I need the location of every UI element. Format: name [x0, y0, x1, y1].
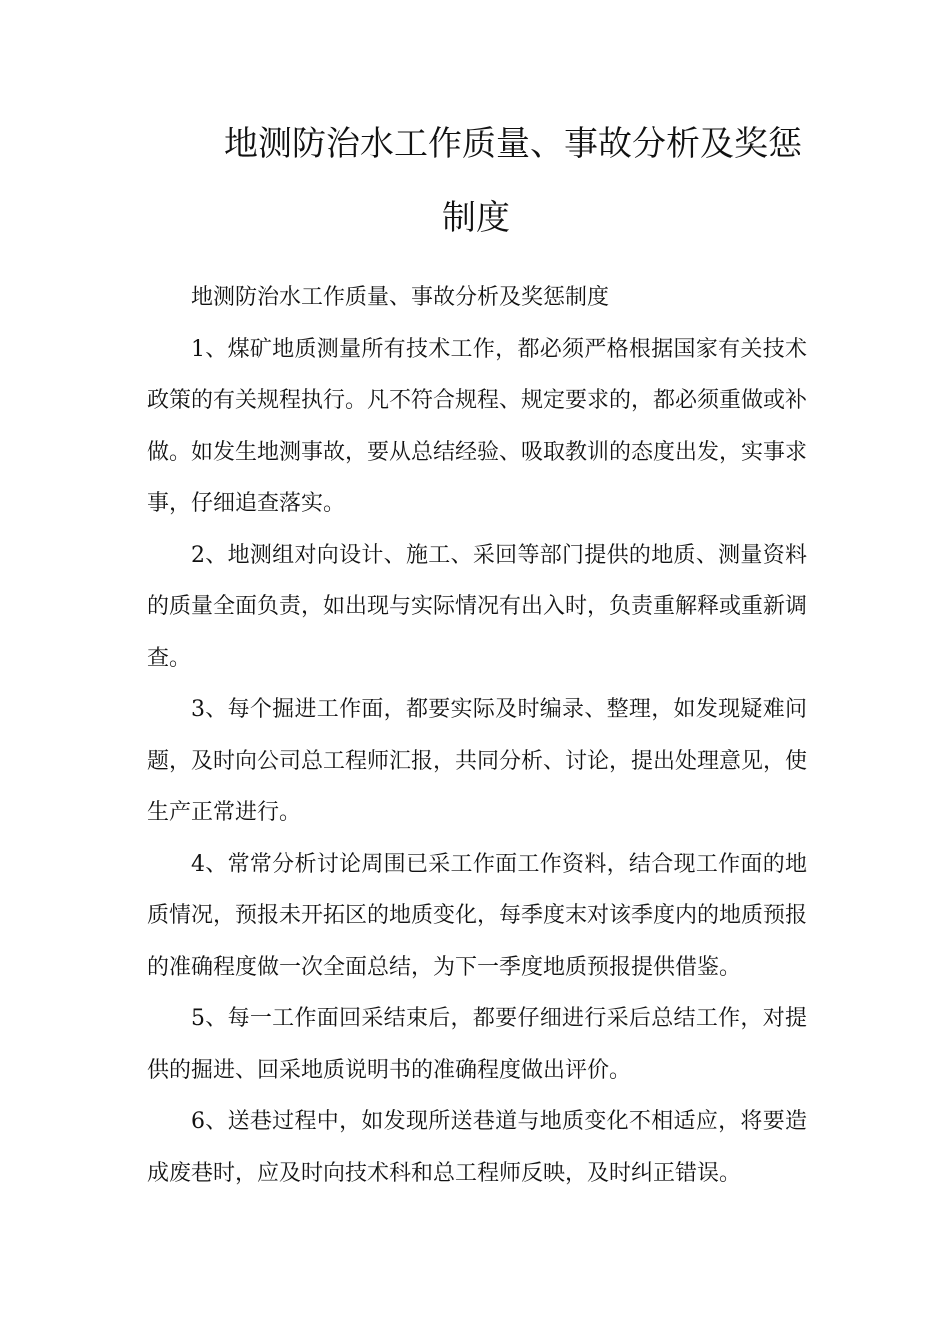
paragraph-item-4: 4、常常分析讨论周围已采工作面工作资料，结合现工作面的地质情况，预报未开拓区的地质变化，每季度末对该季度内的地质预报的准确程度做一次全面总结，为下一季度地质预报提供借鉴。: [147, 851, 808, 980]
document-body: [147, 272, 807, 1199]
document-title-line-2: 制度: [442, 198, 510, 238]
paragraph-subtitle: 地测防治水工作质量、事故分析及奖惩制度: [191, 285, 610, 310]
paragraph-item-6: 6、送巷过程中，如发现所送巷道与地质变化不相适应，将要造成废巷时，应及时向技术科和总工程师反映，及时纠正错误。: [147, 1109, 807, 1186]
document-title-line-1: 地测防治水工作质量、事故分析及奖惩: [224, 124, 802, 164]
paragraph-item-5: 5、每一工作面回采结束后，都要仔细进行采后总结工作，对提供的掘进、回采地质说明书的准确程度做出评价。: [147, 1006, 807, 1083]
paragraph-item-1: 1、煤矿地质测量所有技术工作，都必须严格根据国家有关技术政策的有关规程执行。凡不符合规程、规定要求的，都必须重做或补做。如发生地测事故，要从总结经验、吸取教训的态度出发，实事求事，仔细追查落实。: [147, 336, 808, 516]
paragraph-item-2: 2、地测组对向设计、施工、采回等部门提供的地质、测量资料的质量全面负责，如出现与实际情况有出入时，负责重解释或重新调查。: [147, 542, 808, 671]
paragraph-item-3: 3、每个掘进工作面，都要实际及时编录、整理，如发现疑难问题，及时向公司总工程师汇报，共同分析、讨论，提出处理意见，使生产正常进行。: [147, 697, 808, 825]
